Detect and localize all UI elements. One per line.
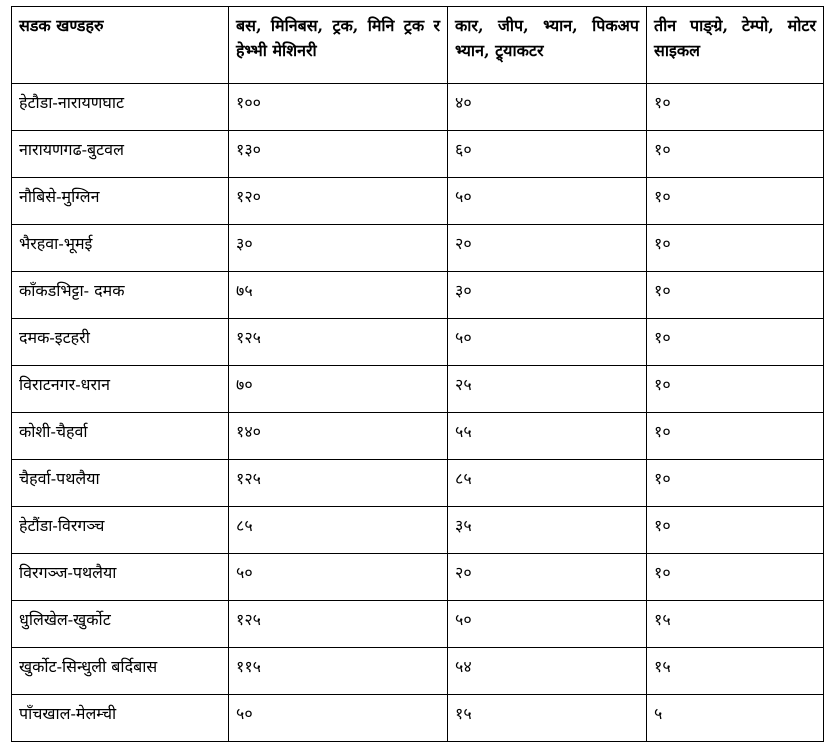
road-section-cell: दमक-इटहरी (12, 319, 229, 366)
table-row (12, 413, 824, 460)
heavy-vehicle-rate-cell: १२५ (229, 601, 448, 648)
small-vehicle-rate-cell: १० (647, 507, 824, 554)
table-row (12, 507, 824, 554)
light-vehicle-rate-cell: ५५ (448, 413, 647, 460)
road-section-cell: हेटौडा-नारायणघाट (12, 84, 229, 131)
header-heavy-vehicles: बस, मिनिबस, ट्रक, मिनि ट्रक र हेभ्भी मेशिनरी (229, 7, 448, 84)
small-vehicle-rate-cell: १० (647, 554, 824, 601)
table-row (12, 84, 824, 131)
small-vehicle-rate-cell: १० (647, 178, 824, 225)
road-section-cell: विराटनगर-धरान (12, 366, 229, 413)
small-vehicle-rate-cell: १० (647, 413, 824, 460)
table-row (12, 225, 824, 272)
light-vehicle-rate-cell: ५४ (448, 648, 647, 695)
table-body (12, 84, 824, 742)
road-section-cell: नारायणगढ-बुटवल (12, 131, 229, 178)
table-row (12, 460, 824, 507)
table-row (12, 695, 824, 742)
table-row (12, 319, 824, 366)
light-vehicle-rate-cell: ५० (448, 319, 647, 366)
road-section-cell: खुर्कोट-सिन्धुली बर्दिबास (12, 648, 229, 695)
small-vehicle-rate-cell: १० (647, 131, 824, 178)
road-section-cell: हेटौंडा-विरगञ्च (12, 507, 229, 554)
table-header (12, 7, 824, 84)
light-vehicle-rate-cell: २० (448, 554, 647, 601)
small-vehicle-rate-cell: १० (647, 225, 824, 272)
light-vehicle-rate-cell: ३५ (448, 507, 647, 554)
heavy-vehicle-rate-cell: ७० (229, 366, 448, 413)
light-vehicle-rate-cell: २० (448, 225, 647, 272)
heavy-vehicle-rate-cell: ५० (229, 695, 448, 742)
small-vehicle-rate-cell: १० (647, 84, 824, 131)
light-vehicle-rate-cell: ६० (448, 131, 647, 178)
small-vehicle-rate-cell: १० (647, 319, 824, 366)
small-vehicle-rate-cell: १० (647, 460, 824, 507)
road-section-cell: विरगञ्ज-पथलैया (12, 554, 229, 601)
light-vehicle-rate-cell: २५ (448, 366, 647, 413)
light-vehicle-rate-cell: ४० (448, 84, 647, 131)
heavy-vehicle-rate-cell: १३० (229, 131, 448, 178)
heavy-vehicle-rate-cell: ५० (229, 554, 448, 601)
road-section-cell: पाँचखाल-मेलम्ची (12, 695, 229, 742)
heavy-vehicle-rate-cell: १४० (229, 413, 448, 460)
heavy-vehicle-rate-cell: १२५ (229, 460, 448, 507)
light-vehicle-rate-cell: १५ (448, 695, 647, 742)
header-row (12, 7, 824, 84)
road-section-cell: भैरहवा-भूमई (12, 225, 229, 272)
light-vehicle-rate-cell: ५० (448, 178, 647, 225)
light-vehicle-rate-cell: ३० (448, 272, 647, 319)
small-vehicle-rate-cell: ५ (647, 695, 824, 742)
heavy-vehicle-rate-cell: ८५ (229, 507, 448, 554)
heavy-vehicle-rate-cell: १०० (229, 84, 448, 131)
heavy-vehicle-rate-cell: ११५ (229, 648, 448, 695)
table-row (12, 601, 824, 648)
table-row (12, 366, 824, 413)
header-light-vehicles: कार, जीप, भ्यान, पिकअप भ्यान, ट्र्याकटर (448, 7, 647, 84)
small-vehicle-rate-cell: १५ (647, 601, 824, 648)
heavy-vehicle-rate-cell: ७५ (229, 272, 448, 319)
table-row (12, 178, 824, 225)
header-small-vehicles: तीन पाङ्ग्रे, टेम्पो, मोटर साइकल (647, 7, 824, 84)
toll-rate-table (11, 6, 824, 742)
heavy-vehicle-rate-cell: १२० (229, 178, 448, 225)
light-vehicle-rate-cell: ५० (448, 601, 647, 648)
heavy-vehicle-rate-cell: ३० (229, 225, 448, 272)
small-vehicle-rate-cell: १५ (647, 648, 824, 695)
heavy-vehicle-rate-cell: १२५ (229, 319, 448, 366)
light-vehicle-rate-cell: ८५ (448, 460, 647, 507)
table-row (12, 648, 824, 695)
header-road-section: सडक खण्डहरु (12, 7, 229, 84)
table-row (12, 272, 824, 319)
road-section-cell: धुलिखेल-खुर्कोट (12, 601, 229, 648)
table-row (12, 131, 824, 178)
road-section-cell: चैहर्वा-पथलैया (12, 460, 229, 507)
road-section-cell: कोशी-चैहर्वा (12, 413, 229, 460)
table-row (12, 554, 824, 601)
road-section-cell: नौबिसे-मुग्लिन (12, 178, 229, 225)
road-section-cell: काँकडभिट्टा- दमक (12, 272, 229, 319)
small-vehicle-rate-cell: १० (647, 272, 824, 319)
small-vehicle-rate-cell: १० (647, 366, 824, 413)
